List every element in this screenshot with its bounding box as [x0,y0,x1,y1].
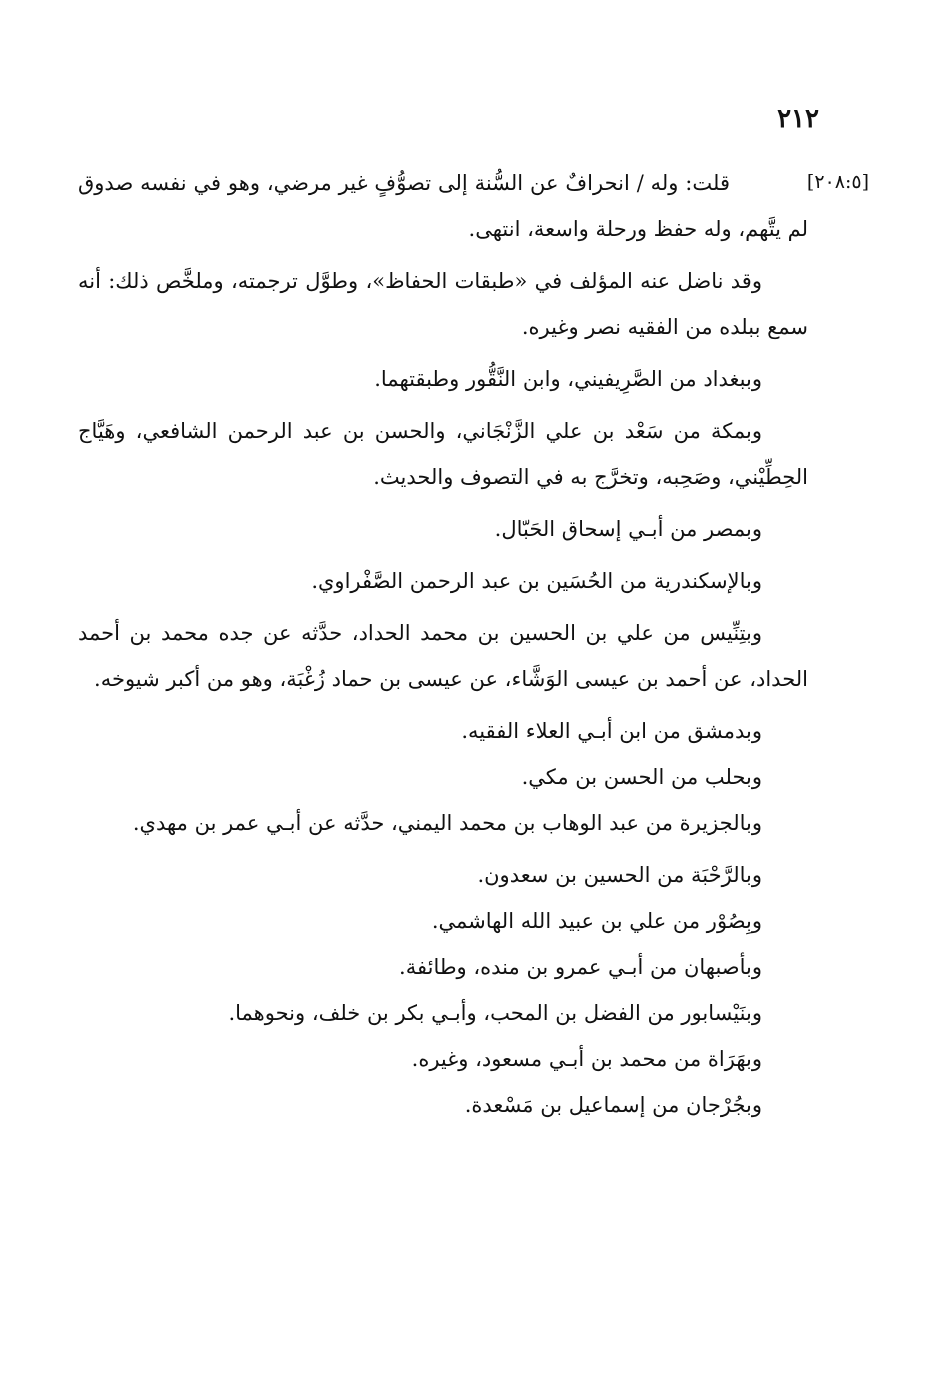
paragraph-11: وبالرَّحْبَة من الحسين بن سعدون. [477,863,762,887]
paragraph-6: وبالإسكندرية من الحُسَين بن عبد الرحمن الصَّفْراوي. [311,569,762,593]
paragraph-1: قلت: وله / انحرافٌ عن السُّنة إلى تصوُّفٍ غير مرضي، وهو في نفسه صدوق لم يتَّهم، وله حفظ ورحلة واسعة، انتهى. [78,171,808,241]
paragraph-13: وبأصبهان من أبـي عمرو بن منده، وطائفة. [399,955,762,979]
body-text [78,160,808,1128]
paragraph-2: وقد ناضل عنه المؤلف في «طبقات الحفاظ»، وطوَّل ترجمته، وملخَّص ذلك: أنه سمع ببلده من الفقيه نصر وغيره. [78,269,808,339]
paragraph-5: وبمصر من أبـي إسحاق الحَبّال. [494,517,762,541]
page-number: ٢١٢ [777,104,819,134]
paragraph-8: وبدمشق من ابن أبـي العلاء الفقيه. [461,719,762,743]
paragraph-12: وبِصُوْر من علي بن عبيد الله الهاشمي. [431,909,762,933]
paragraph-15: وبهَرَاة من محمد بن أبـي مسعود، وغيره. [411,1047,762,1071]
paragraph-9: وبحلب من الحسن بن مكي. [521,765,762,789]
paragraph-16: وبجُرْجان من إسماعيل بن مَسْعدة. [464,1093,762,1117]
paragraph-14: وبنَيْسابور من الفضل بن المحب، وأبـي بكر بن خلف، ونحوهما. [228,1001,762,1025]
paragraph-3: وببغداد من الصَّرِيفيني، وابن النَّقُّور وطبقتهما. [374,367,762,391]
paragraph-7: وبتِنِّيس من علي بن الحسين بن محمد الحداد، حدَّثه عن جده محمد بن أحمد الحداد، عن أحمد بن عيسى الوَشَّاء، عن عيسى بن حماد زُغْبَة، وهو من أكبر شيوخه. [78,621,808,691]
reference-marker: [٢٠٨:٥] [806,171,869,193]
paragraph-4: وبمكة من سَعْد بن علي الزَّنْجَاني، والحسن بن عبد الرحمن الشافعي، وهَيَّاج الحِطِّيْني، وصَحِبه، وتخرَّج به في التصوف والحديث. [78,419,808,489]
paragraph-10: وبالجزيرة من عبد الوهاب بن محمد اليمني، حدَّثه عن أبـي عمر بن مهدي. [132,811,762,835]
